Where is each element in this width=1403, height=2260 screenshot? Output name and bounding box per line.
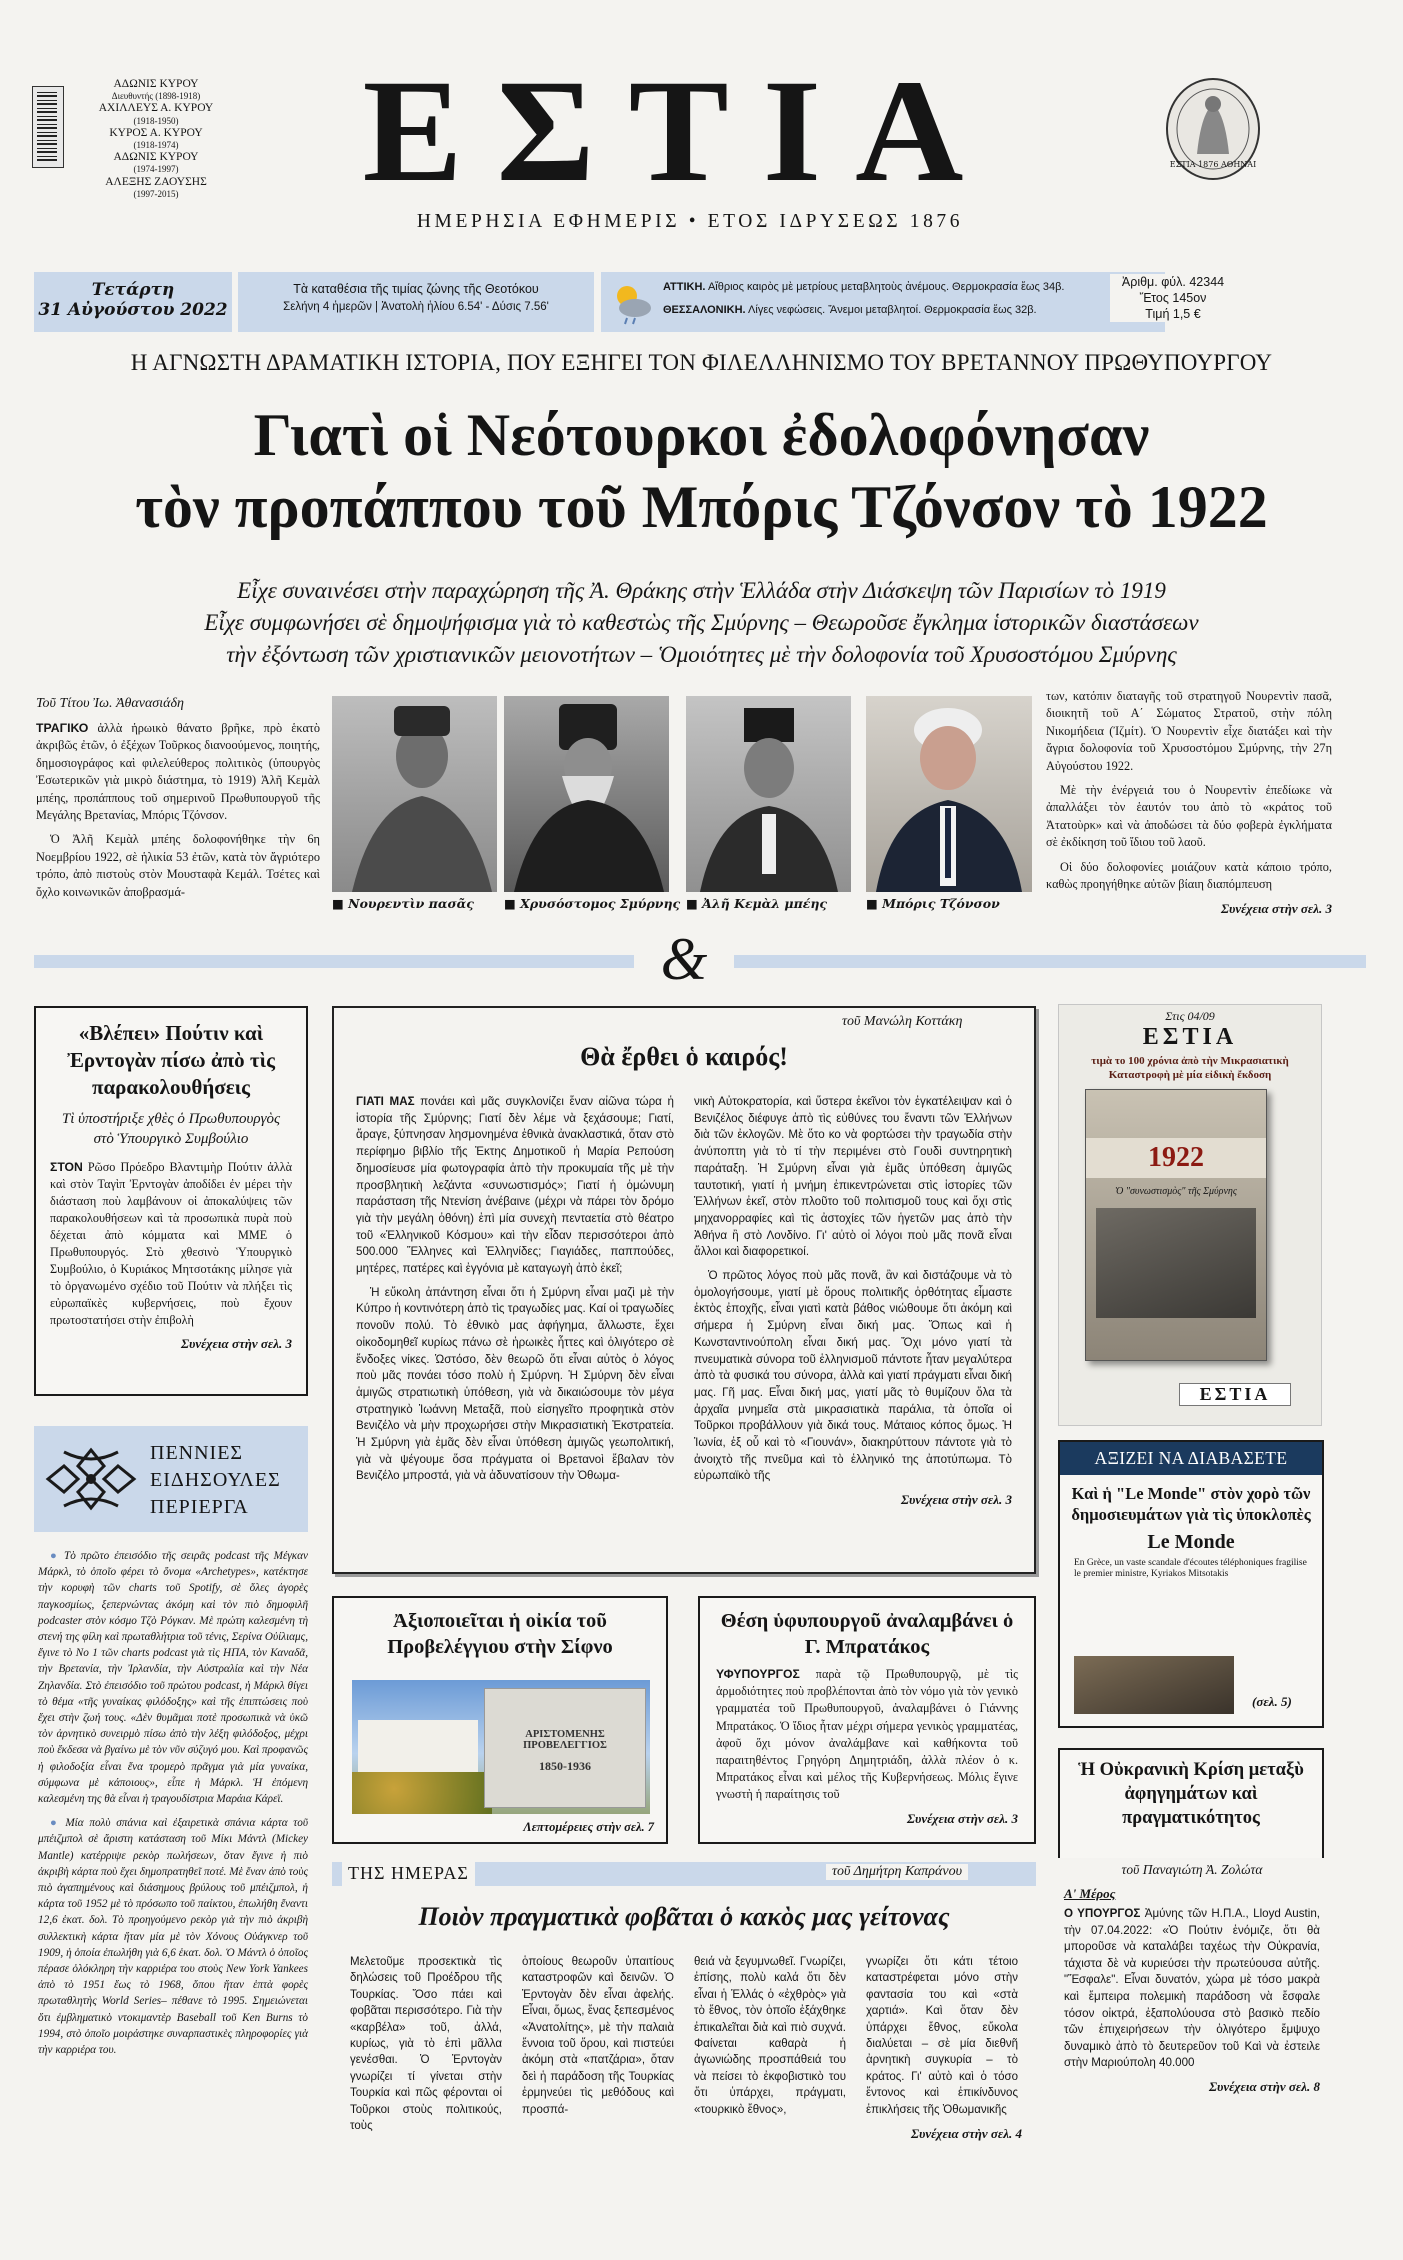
founders-box bbox=[32, 86, 64, 168]
lead-byline: Τοῦ Τίτου Ἰω. Ἀθανασιάδη bbox=[36, 696, 184, 711]
putin-subtitle: Τὶ ὑποστήριξε χθὲς ὁ Πρωθυπουργὸς στὸ Ὑπουργικὸ Συμβούλιο bbox=[61, 1111, 281, 1147]
sifnos-plaque bbox=[484, 1688, 646, 1808]
le-monde-clip: En Grèce, un vaste scandale d'écoutes téléphoniques fragilise le premier ministre, Kyriakos Mitsotakis bbox=[1074, 1558, 1307, 1579]
deputy-body bbox=[716, 1666, 1018, 1804]
lead-left-p1: ἀλλὰ ἡρωικὸ θάνατο βρῆκε, πρὸ ἑκατὸ ἀκριβῶς ἐτῶν, ὁ ἐξέχων Τοῦρκος διανοούμενος, ποιητής, δημοσιογράφος καὶ φιλελεύθερος πολιτικὸς (ὑπουργὸς Ἐσωτερικῶν γιὰ μικρὸ διάστημα, τὸ 1919) Ἀλῆ Κεμὰλ μπέης, προπάππους τοῦ σημερινοῦ Πρωθυπουργοῦ τῆς Μεγάλης Βρετανίας, Μπόρις Τζόνσον. bbox=[36, 721, 320, 823]
lead-right-p1: των, κατόπιν διαταγῆς τοῦ στρατηγοῦ Νουρεντὶν πασᾶ, διοικητῆ τοῦ Α΄ Σώματος Στρατοῦ, στὴν πόλη Νικομήδεια (Ἰζμίτ). Ὁ Νουρεντὶν εἶχε διατάξει καὶ τὴν ἄγρια δολοφονία τοῦ Χρυσοστόμου Σμύρνης, τὴν 27η Αὐγούστου 1922. bbox=[1046, 689, 1332, 773]
promo-date: Στις 04/09 bbox=[1165, 1009, 1215, 1023]
book-subtitle: Ὁ "συνωστισμὸς" τῆς Σμύρνης bbox=[1115, 1186, 1237, 1197]
kairos-title: Θὰ ἔρθει ὁ καιρός! bbox=[580, 1042, 788, 1071]
putin-body bbox=[50, 1159, 292, 1329]
masthead bbox=[0, 0, 1403, 270]
lead-deck-1: Εἶχε συναινέσει στὴν παραχώρηση τῆς Ἀ. Θράκης στὴν Ἑλλάδα στὴν Διάσκεψη τῶν Παρισίων τὸ 1919 bbox=[237, 578, 1166, 603]
tis-imeras-continued[interactable]: Συνέχεια στὴν σελ. 4 bbox=[911, 2126, 1022, 2141]
le-monde-photo bbox=[1074, 1656, 1234, 1714]
deputy-dropword: ΥΦΥΠΟΥΡΓΟΣ bbox=[716, 1667, 800, 1681]
plaque-name: ΑΡΙΣΤΟΜΕΝΗΣ ΠΡΟΒΕΛΕΓΓΙΟΣ bbox=[523, 1729, 607, 1751]
feast-text: Τὰ καταθέσια τῆς τιμίας ζώνης τῆς Θεοτόκου bbox=[293, 282, 539, 296]
kairos-c2b: Ὁ πρῶτος λόγος ποὺ μᾶς πονᾶ, ἂν καὶ διστάζουμε νὰ τὸ ὁμολογήσουμε, γιατί μὲ ὅρους πολιτικῆς ὀρθότητας εἶμαστε ἐκτὸς ἐποχῆς, εἶναι γιατὶ κατὰ βάθος νιώθουμε ὅτι ἀκόμη καὶ σήμερα ἡ Σμύρνη εἶναι δική μας. Ὅπως καὶ ἡ Κωνσταντινούπολη εἶναι δική μας. Ὄχι μόνο γιατί τὰ πνευματικὰ σύνορα τοῦ ἑλληνισμοῦ πάντοτε ἦταν μεγαλύτερα ἀπὸ τὰ φυσικά του σύνορα, ἀλλὰ καὶ γιατί πράγματι εἶναι δική μας. Γῆ μας. Εἶναι δική μας, γιατί μᾶς τὸ θυμίζουν ὅλα τὰ ἀρχαῖα μνημεῖα στὰ μικρασιατικὰ παράλια, τὰ ὁποῖα οἱ Τοῦρκοι προβάλλουν γιὰ δικά τους. Μάταιος κόπος ὅμως. Ἡ Ἰωνία, ἐξ οὗ καὶ τὸ «Γιουνάν», διακηρύττουν πάντοτε γιὰ τὸ ἀνοιχτὸ τῆς πνεῦμα καὶ τὸ ἑλληνικό της ἀποτύπωμα. Τὸ εὐρωπαϊκὸ τῆς bbox=[694, 1269, 1012, 1483]
lead-deck-2: Εἶχε συμφωνήσει σὲ δημοψήφισμα γιὰ τὸ καθεστὼς τῆς Σμύρνης – Θεωροῦσε ἔγκλημα ἱστορικῶν διαστάσεων bbox=[204, 610, 1199, 635]
lead-right-p2: Μὲ τὴν ἐνέργειά του ὁ Νουρεντὶν ἐπεδίωκε νὰ ἀπαλλάξει τὸν ἑαυτόν του ἀπὸ τὸ «κράτος τοῦ Ἀτατοὺρκ» καὶ νὰ ἀποδώσει τὰ δύο φοβερὰ ἐγκλήματα σὲ ἐκδίκηση τοῦ ἴδιου τοῦ λαοῦ. bbox=[1046, 783, 1332, 850]
caption-ali-kemal: ■ Ἀλῆ Κεμὰλ μπέης bbox=[686, 896, 864, 911]
lead-kicker: Η ΑΓΝΩΣΤΗ ΔΡΑΜΑΤΙΚΗ ΙΣΤΟΡΙΑ, ΠΟΥ ΕΞΗΓΕΙ ΤΟΝ ΦΙΛΕΛΛΗΝΙΣΜΟ ΤΟΥ ΒΡΕΤΑΝΝΟΥ ΠΡΩΘΥΠΟΥΡΓΟΥ bbox=[130, 350, 1273, 375]
photo-boris-johnson bbox=[866, 696, 1032, 892]
pennies-title bbox=[150, 1440, 281, 1521]
promo-headline: τιμὰ το 100 χρόνια ἀπὸ τὴν Μικρασιατικὴ Καταστροφὴ μὲ μία εἰδικὴ ἔκδοση bbox=[1091, 1055, 1289, 1081]
ukraine-part: Α' Μέρος bbox=[1064, 1886, 1116, 1901]
book-cover-image bbox=[1096, 1208, 1256, 1318]
pennies-item-2: Μία πολὺ σπάνια καὶ ἐξαιρετικὰ σπάνια κάρτα τοῦ μπέιζμπολ σὲ ἄριστη κατάσταση τοῦ Μίκι Μάντλ (Mickey Mantle) κατέρριψε ρεκὸρ πωλήσεων, ὅταν ἔγινε ἡ πιὸ ἀκριβὴ κάρτα ποὺ ἔχει δημοπρατηθεῖ ποτέ. Μὲ ἕναν ἀπὸ τοὺς πιὸ ἀγαπημένους καὶ διάσημους βρύλους τοῦ μπέιζμπολ, ἡ κάρτα τοῦ 1952 μὲ τὸ πρόσωπο τοῦ παίκτου, ἐπωλήθη ἔναντι 12,6 ἑκατ. δολ. Τὸ προηγούμενο ρεκὸρ γιὰ τὴν πιὸ ἀκριβὴ συλλεκτικὴ κάρτα ἤταν μία μὲ τὸν Χόνους Οὐάγκνερ τοῦ 1909, ἡ ὁποία ἐπωλήθη γιὰ 6,6 ἑκατ. δολ. Ὁ Μάντλ ὁ ὁποῖος πέρασε ὁλόκληρη τὴν καρριέρα του στοὺς New York Yankees ἀπὸ τὸ 1951 ἕως τὸ 1968, ὅπου ἤταν ἑπτὰ φορὲς πρωταθλητὴς World Series– πέθανε τὸ 1995. Σημειώνεται ὅτι ἐμβληματικὸ ντοκιμαντὲρ Baseball τοῦ Ken Burns τὸ 1994, στὸ ὁποῖο μοιράστηκε συναρπαστικὲς πληροφορίες γιὰ τὴν καρριέρα του. bbox=[38, 1817, 308, 2057]
tis-imeras-col-4: γνωρίζει ὅτι κάτι τέτοιο καταστρέφεται μόνο στὴν φαντασία του καὶ «στὰ χαρτιά». Καὶ ὅταν δὲν ὑπάρχει ἔθνος, εὔκολα διαλύεται – σὲ μία διεθνῆ ἀρνητικὴ συγκυρία – τὸ κράτος. Γι' αὐτὸ καὶ ὁ τόσο ἔντονος καὶ ἐπικίνδυνος ἐπικλήσεις τῆς Ὀθωμανικῆς bbox=[866, 1956, 1018, 2116]
ornament-icon bbox=[44, 1446, 138, 1512]
lead-left-column bbox=[36, 720, 320, 908]
founder-role: (1918-1974) bbox=[133, 140, 179, 151]
kairos-c1: πονάει καὶ μᾶς συγκλονίζει ἕναν αἰῶνα τώρα ἡ ἱστορία τῆς Σμύρνης; Γιατί δὲν λέμε νὰ ξεχάσουμε; Γιατί, ἄραγε, ξύπνησαν λησμονημένα ἐθνικὰ ἀνακλαστικά, ὅταν στὸ περίφημο βιβλίο τῆς Ἐκτης Δημοτικοῦ ἡ Μαρία Ρεπούση δημοσίευσε μία φωτογραφία ἀπὸ τὴν προκυμαία τῆς μὲ τὴν προσβλητικὴ λεζάντα «συνωστισμός»; Γιατί ἡ ὁμώνυμη παράσταση τῆς Ντενίση ἀνέβαινε (μέχρι νὰ πάρει τὸν δρόμο γιὰ τὴν μεγάλη ὀθόνη) ἐπὶ μία συνεχὴ πενταετία στὸ θέατρο τοῦ «Ἑλληνικοῦ Κόσμου» καὶ τὴν εἶδαν περισσότεροι ἀπὸ 500.000 Ἕλληνες καὶ Ἑλληνίδες; Γιαγιάδες, παππούδες, μητέρες, πατέρες καὶ ἐγγόνια μὲ καταγωγὴ ἀπὸ ἐκεῖ; bbox=[356, 1095, 674, 1276]
founder-name: ΑΔΩΝΙΣ ΚΥΡΟΥ bbox=[113, 151, 199, 164]
putin-dropword: ΣΤΟΝ bbox=[50, 1160, 83, 1174]
issue-price: Τιμή 1,5 € bbox=[1145, 307, 1201, 321]
pennies-body bbox=[38, 1548, 308, 2058]
barcode-icon bbox=[37, 91, 57, 161]
masthead-tagline: ΗΜΕΡΗΣΙΑ ΕΦΗΜΕΡΙΣ • ΕΤΟΣ ΙΔΡΥΣΕΩΣ 1876 bbox=[416, 211, 964, 232]
plaque-years: 1850-1936 bbox=[539, 1759, 591, 1773]
pennies-item-1: Τὸ πρῶτο ἐπεισόδιο τῆς σειρᾶς podcast τῆς Μέγκαν Μάρκλ, τὸ ὁποῖο φέρει τὸ ὄνομα «Archetypes», κατέκτησε τὴν κορυφὴ τῶν charts τοῦ Spotify, σὲ ὅλες ἀγορὲς παγκοσμίως, ξεπερνώντας ἀκόμη καὶ τὸν πιὸ δημοφιλῆ podcaster στὸν κόσμο Τζὸ Ρόγκαν. Μὲ πρώτη καλεσμένη τὴ στενή της φίλη καὶ πρωταθλήτρια τοῦ τένις, Σερίνα Οὐίλιαμς, ἔγινε τὸ Νο 1 τῶν charts podcast γιὰ τὶς ΗΠΑ, τὸν Καναδᾶ, τὴν Βρετανία, τὴν Ἰρλανδία, τὴν Αὐστραλία καὶ τὴν Νέα Ζηλανδία. Στὸ ἐπεισόδιο τοῦ πρώτου podcast, ἡ Μάρκλ θίγει τὸ θέμα «τῆς γυναίκας φιλόδοξης» καὶ τῆς ἐπιπτώσεις ποὺ ἔχει στὴν ζωή τους. «Δὲν θυμᾶμαι ποτὲ προσωπικὰ νὰ ὑκῶ τὸν ἀρνητικὸ συνειρμὸ πίσω ἀπὸ τὴν λέξη φιλόδοξος, μέχρι ποὺ ἔκδεσα νὰ βγαίνω μὲ τὸν νῦν σύζυγό μου. Καὶ προφανῶς ἡ φιλοδοξία εἶναι ἕνα τρομερὸ πρᾶγμα γιὰ μία γυναίκα, σύμφωνα μὲ κάποιους», εἶπε ἡ Μάρκλ. Ἡ ἐπόμενη καλεσμένη της θὰ εἶναι ἡ τραγουδίστρια Μαράια Κάρεϊ. bbox=[38, 1550, 308, 1806]
founder-role: Διευθυντής (1898-1918) bbox=[111, 91, 201, 102]
kairos-col-1 bbox=[356, 1094, 674, 1492]
axizei-article bbox=[1058, 1440, 1324, 1728]
sifnos-house bbox=[358, 1720, 478, 1780]
lead-dropword: ΤΡΑΓΙΚΟ bbox=[36, 721, 89, 735]
kairos-continued[interactable]: Συνέχεια στὴν σελ. 3 bbox=[901, 1492, 1012, 1508]
deputy-continued[interactable]: Συνέχεια στὴν σελ. 3 bbox=[907, 1810, 1018, 1826]
kairos-byline: τοῦ Μανώλη Κοττάκη bbox=[842, 1014, 963, 1029]
weather-attiki-text: Αἴθριος καιρὸς μὲ μετρίους μεταβλητοὺς ἀνέμους. Θερμοκρασία ἕως 34β. bbox=[707, 281, 1065, 293]
ukraine-byline: τοῦ Παναγιώτη Ἀ. Ζολώτα bbox=[1121, 1862, 1263, 1877]
weather-icon bbox=[607, 278, 655, 326]
tis-imeras-title: Ποιὸν πραγματικὰ φοβᾶται ὁ κακὸς μας γείτονας bbox=[418, 1902, 950, 1931]
sun-moon-text: Σελήνη 4 ἡμερῶν | Ἀνατολὴ ἡλίου 6.54' - Δύσις 7.56' bbox=[283, 301, 549, 313]
seal-emblem bbox=[1163, 74, 1263, 184]
putin-continued[interactable]: Συνέχεια στὴν σελ. 3 bbox=[181, 1336, 292, 1351]
sifnos-bushes bbox=[352, 1772, 492, 1814]
deputy-title: Θέση ὑφυπουργοῦ ἀναλαμβάνει ὁ Γ. Μπρατάκος bbox=[720, 1610, 1014, 1658]
founder-name: ΑΧΙΛΛΕΥΣ Α. ΚΥΡΟΥ bbox=[98, 102, 214, 115]
photo-ali-kemal bbox=[686, 696, 851, 892]
promo-book-logo: ΕΣΤΙΑ bbox=[1179, 1383, 1291, 1406]
founder-name: ΑΛΕΞΗΣ ΖΑΟΥΣΗΣ bbox=[105, 175, 207, 188]
axizei-header: ΑΞΙΖΕΙ ΝΑ ΔΙΑΒΑΣΕΤΕ bbox=[1060, 1442, 1322, 1475]
ukraine-text: Ἀμύνης τῶν Η.Π.Α., Lloyd Austin, τὴν 07.04.2022: «Ὁ Πούτιν ἐνόμιζε, ὅτι θὰ μποροῦσε νὰ καταλάβει ταχέως τὴν Οὐκρανία, τάχιστα δὲ νὰ κυριεύσει τὴν πρωτεύουσα αὐτῆς. "Ἔσφαλε". Εἶναι δυνατόν, χώρα μὲ τόσο μακρὰ καὶ ἔμπειρα πολεμικὴ παράδοση νὰ ἔσφαλε τόσον οἰκτρά, ἐξαπολύουσα στὸ βασικὸ πεδίο τῶν ἐπιχειρήσεων τὴν ὀλιγότερο ἔμψυχο δυναμικὸ ἀπὸ τὸ δευτερεῦον τοῦ Καὶ νὰ ἐστειλε στὴν Μαριούπολη 40.000 bbox=[1064, 1907, 1320, 2070]
ukraine-body bbox=[1064, 1906, 1320, 2072]
deputy-article bbox=[698, 1596, 1036, 1844]
kairos-article bbox=[332, 1006, 1036, 1574]
issue-date: 31 Αὐγούστου 2022 bbox=[38, 300, 228, 320]
founder-name: ΚΥΡΟΣ Α. ΚΥΡΟΥ bbox=[109, 126, 203, 139]
kairos-col-2 bbox=[694, 1094, 1012, 1509]
lead-headline-1: Γιατὶ οἱ Νεότουρκοι ἐδολοφόνησαν bbox=[253, 402, 1150, 468]
weather-box bbox=[601, 272, 1165, 332]
weekday: Τετάρτη bbox=[91, 280, 175, 300]
lead-photos bbox=[332, 696, 1032, 916]
putin-title: «Βλέπει» Πούτιν καὶ Ἐρντογὰν πίσω ἀπὸ τὶς παρακολουθήσεις bbox=[67, 1021, 275, 1099]
ukraine-title: Ἡ Οὐκρανικὴ Κρίση μεταξὺ ἀφηγημάτων καὶ πραγματικότητος bbox=[1078, 1760, 1304, 1828]
founder-role: (1918-1950) bbox=[133, 115, 179, 126]
weather-thessaloniki bbox=[663, 304, 1163, 316]
putin-text: Ρῶσο Πρόεδρο Βλαντιμὴρ Πούτιν ἀλλὰ καὶ στὸν Ταγὶπ Ἐρντογὰν ἀποδίδει ἐν μέρει τὴν διάσταση ποὺ λαμβάνουν οἱ ἀποκαλύψεις τῶν παρακολουθήσεων καὶ τὰ προσωπικὰ πυρὰ ποὺ δέχεται ἀπὸ κόμματα καὶ ΜΜΕ ὁ Πρωθυπουργός. Στὸ χθεσινὸ Ὑπουργικὸ Συμβούλιο, ὁ Κυριάκος Μητσοτάκης μίλησε γιὰ τὸ ὀργανωμένο σχέδιο τοῦ Πούτιν νὰ πλήξει τὶς εὐρωπαϊκὲς κυβερνήσεις, ποὺ ἔχουν πρωτοστατήσει στὴν ἐπιβολὴ bbox=[50, 1160, 292, 1327]
feast-box bbox=[238, 272, 594, 332]
weather-attiki bbox=[663, 281, 1163, 293]
weather-attiki-label: ΑΤΤΙΚΗ. bbox=[663, 281, 706, 293]
separator-bar-left bbox=[34, 955, 634, 968]
issue-box bbox=[1110, 274, 1236, 322]
founders-list bbox=[66, 78, 246, 200]
lead-right-p3: Οἱ δύο δολοφονίες μοιάζουν κατὰ κάποιο τρόπο, καθὼς προηγήθηκε αὐτῶν βίαιη διαπόμπευση bbox=[1046, 859, 1332, 892]
axizei-title: Καὶ ἡ "Le Monde" στὸν χορὸ τῶν δημοσιευμάτων γιὰ τὶς ὑποκλοπὲς bbox=[1071, 1484, 1311, 1524]
lead-deck-3: τὴν ἐξόντωση τῶν χριστιανικῶν μειονοτήτων – Ὁμοιότητες μὲ τὴν δολοφονία τοῦ Χρυσοστόμου Σμύρνης bbox=[226, 642, 1177, 667]
bullet-icon: ● bbox=[50, 1817, 60, 1830]
issue-number: Ἀριθμ. φύλ. 42344 bbox=[1121, 275, 1225, 289]
tis-imeras-col-2: ὁποίους θεωροῦν ὑπαιτίους καταστροφῶν καὶ δεινῶν. Ὁ Ἐρντογὰν δὲν εἶναι ἀφελής. Εἶναι, ὅμως, ἕνας ξεπεσμένος «Ἀνατολίτης», μὲ τὴν παλαιὰ ἔννοια τοῦ ὅρου, καὶ πιστεύει ἀκόμη στὰ «πατζάρια», ὅταν δεὶ ἡ παράδοση τῆς Τουρκίας ἐρμηνεύει τὶς μεθόδους καὶ προσπά- bbox=[522, 1956, 674, 2116]
photo-chrysostomos bbox=[504, 696, 669, 892]
founder-role: (1997-2015) bbox=[133, 188, 179, 199]
photo-nourentin bbox=[332, 696, 497, 892]
issue-year: Ἔτος 145ον bbox=[1139, 291, 1207, 305]
separator-bar-right bbox=[734, 955, 1366, 968]
promo-box bbox=[1058, 1004, 1322, 1426]
newspaper-logo: ΕΣΤΙΑ bbox=[362, 49, 998, 213]
kairos-dropword: ΓΙΑΤΙ ΜΑΣ bbox=[356, 1095, 415, 1108]
pennies-header bbox=[34, 1426, 308, 1532]
bullet-icon: ● bbox=[50, 1550, 59, 1562]
ukraine-dropword: Ο ΥΠΟΥΡΓΟΣ bbox=[1064, 1907, 1141, 1920]
caption-chrysostomos: ■ Χρυσόστομος Σμύρνης bbox=[504, 896, 682, 911]
sifnos-caption[interactable]: Λεπτομέρειες στὴν σελ. 7 bbox=[523, 1820, 654, 1834]
date-box bbox=[34, 272, 232, 332]
pennies-title-3: ΠΕΡΙΕΡΓΑ bbox=[150, 1496, 249, 1518]
lead-headline-2: τὸν προπάππου τοῦ Μπόρις Τζόνσον τὸ 1922 bbox=[135, 474, 1268, 540]
caption-nourentin: ■ Νουρεντὶν πασᾶς bbox=[332, 896, 502, 911]
promo-logo: ΕΣΤΙΑ bbox=[1142, 1024, 1238, 1050]
kairos-c1b: Ἡ εὔκολη ἀπάντηση εἶναι ὅτι ἡ Σμύρνη εἶναι μαζὶ μὲ τὴν Κύπρο ἡ κοντινότερη ἀπὸ τὶς τραγωδίες μας. Καί οἱ τραγωδίες πονοῦν πολύ. Τὸ ἐθνικὸ μας ἀφήγημα, ἄλλωστε, ἔχει οἰκοδομηθεῖ κυρίως πάνω σὲ ἡρωικὲς ἧττες καὶ ὀλιγότερο σὲ ἔνδοξες νίκες. Ὡστόσο, δὲν θεωρῶ ὅτι εἶναι αὐτὸς ὁ λόγος ποὺ μᾶς πονάει τόσο πολὺ ἡ Σμύρνη. Ἡ Σμύρνη δὲν εἶναι ἁμιγῶς στρατιωτικὴ ὑπόθεση, γιὰ νὰ δικαιώσουμε τὸν μέγα στρατηγικὸ Ἰωάννη Μεταξᾶ, ποὺ εἰσηγεῖτο προφητικὰ στὸν Βενιζέλο νὰ μὴν προχωρήσει στὴν Μικρασιατικὴ Ἐκστρατεία. Ἡ Σμύρνη γιὰ ἐμᾶς δὲν εἶναι ὑπόθεση ἁμιγῶς γεωπολιτική, γιὰ νὰ ψέγουμε ὅσα πράγματα οἱ Βρετανοὶ ἔβαλαν τὸν Βενιζέλο μπροστά, γιὰ νὰ ἀδυνατίσουν τὴν Ὀθωμα- bbox=[356, 1285, 674, 1483]
putin-article bbox=[34, 1006, 308, 1396]
tis-imeras-article bbox=[332, 1862, 1036, 2192]
founder-role: (1974-1997) bbox=[133, 164, 179, 175]
lead-left-p2: Ὁ Ἀλῆ Κεμὰλ μπέης δολοφονήθηκε τὴν 6η Νοεμβρίου 1922, σὲ ἡλικία 53 ἐτῶν, κατὰ τὸν ἄγριότερο τρόπο, ἀπὸ πιστοὺς στὸν Μουσταφὰ Κεμάλ. Τσέτες καὶ ὄχλο κοινωνικῶν ἀποβρασμά- bbox=[36, 832, 320, 899]
tis-imeras-label: ΤΗΣ ΗΜΕΡΑΣ bbox=[342, 1860, 475, 1886]
kairos-c2: νικὴ Αὐτοκρατορία, καὶ ὕστερα ἐκεῖνοι τὸν ἐγκατέλειψαν καὶ ὁ Βενιζέλος διέφυγε ἀπὸ τὶς εὐθύνες του ἔναντι τῶν Ἑλλήνων διὰ τῶν ἐκλογῶν. Μὲ ὅτο κο νὰ φορτώσει τὴν τραγωδία στὴν ἀνύποπτη γιὰ τὸ τί τὴν περιμένει στὸ Γουδὶ συντηρητικὴ παράταξη. Ἡ Σμύρνη εἶναι γιὰ ἐμᾶς ὑπόθεση ἁμιγῶς ταυτοτική, γιατί ἡ μνήμη ἐπικεντρώνεται στὶς ἱστορίες τῶν Ἑλλήνων ἐκεῖ, στὸν πλοῦτο τοῦ πολιτισμοῦ τους καὶ ὄχι στὶς μηχανορραφίες καὶ τὶς ἀστοχίες τῶν ἡγετῶν μας ἀπὸ τὴν Ἀθήνα ἢ στὸ Λονδίνο. Γι' αὐτὸ οἱ λόγοι ποὺ μᾶς πονᾶ εἶναι ἄλλοι καὶ διαφορετικοί. bbox=[694, 1095, 1012, 1259]
ukraine-article-box bbox=[1058, 1748, 1324, 1858]
axizei-page-ref: (σελ. 5) bbox=[1252, 1694, 1292, 1709]
pennies-title-2: ΕΙΔΗΣΟΥΛΕΣ bbox=[150, 1469, 281, 1491]
pennies-title-1: ΠΕΝΝΙΕΣ bbox=[150, 1442, 244, 1464]
caption-boris-johnson: ■ Μπόρις Τζόνσον bbox=[866, 896, 1036, 911]
weather-thess-label: ΘΕΣΣΑΛΟΝΙΚΗ. bbox=[663, 304, 746, 316]
sifnos-article bbox=[332, 1596, 668, 1844]
ukraine-body-wrap bbox=[1064, 1862, 1320, 2095]
lead-continued[interactable]: Συνέχεια στὴν σελ. 3 bbox=[1221, 901, 1332, 917]
tis-imeras-col-3: θειά νὰ ξεγυμνωθεῖ. Γνωρίζει, ἐπίσης, πολὺ καλά ὅτι δὲν εἶναι ἡ Ἑλλάς ὁ «ἐχθρὸς» γιὰ τὸ ἔθνος, τὸν ὁποῖο ἐξάχθηκε ἐπικαλεῖται διὰ καὶ πιὸ συχνά. Φαίνεται καθαρὰ ἡ ἀγωνιώδης προσπάθειά του νὰ πείσει τὸ ἐκφοβιστικὸ του ὅτι ὑπάρχει, πράγματι, «τουρκικὸ ἔθνος», bbox=[694, 1956, 846, 2116]
lead-right-column bbox=[1046, 688, 1332, 918]
weather-thess-text: Λίγες νεφώσεις. Ἄνεμοι μεταβλητοί. Θερμοκρασία ἕως 32β. bbox=[748, 304, 1037, 316]
seal-text: ΕΣΤΙΑ 1876 ΑΘΗΝΑΙ bbox=[1169, 160, 1257, 169]
book-year: 1922 bbox=[1086, 1138, 1266, 1178]
le-monde-masthead: Le Monde bbox=[1147, 1531, 1235, 1553]
separator-ampersand: & bbox=[660, 926, 708, 992]
promo-book bbox=[1085, 1089, 1267, 1361]
founder-name: ΑΔΩΝΙΣ ΚΥΡΟΥ bbox=[113, 78, 199, 90]
ukraine-continued[interactable]: Συνέχεια στὴν σελ. 8 bbox=[1209, 2078, 1320, 2094]
tis-imeras-byline: τοῦ Δημήτρη Καπράνου bbox=[826, 1864, 968, 1880]
sifnos-photo bbox=[352, 1680, 650, 1814]
sifnos-title: Ἀξιοποιεῖται ἡ οἰκία τοῦ Προβελέγγιου στὴν Σίφνο bbox=[387, 1610, 613, 1658]
tis-imeras-col-1: Μελετοῦμε προσεκτικὰ τὶς δηλώσεις τοῦ Προέδρου τῆς Τουρκίας. Ὅσο πάει καὶ φοβᾶται περισσότερο. Γιὰ τὴν «καρβέλα» τοῦ, ἀλλά, κυρίως, γιὰ τὸ ἐπὶ μᾶλλα γενέσθαι. Ὁ Ἐρντογὰν γνωρίζει τί γίνεται στὴν Τουρκία καὶ πῶς φέρονται οἱ Τοῦρκοι στοὺς πολιτικούς, τοὺς bbox=[350, 1956, 502, 2133]
deputy-text: παρὰ τῷ Πρωθυπουργῷ, μὲ τὶς ἁρμοδιότητες ποὺ προβλέπονται ἀπὸ τὸν νόμο γιὰ τὸν γενικὸ γραμματέα τοῦ Πρωθυπουργοῦ, ἀναλαμβάνει ὁ Γιάννης Μπρατάκος. Ὁ ἴδιος ἦταν μέχρι σήμερα γενικὸς γραμματέας, ἀφοῦ ὅχι μόνον ἀναλάμβανε καὶ καθήκοντα τοῦ παραιτηθέντος Γρηγόρη Δημητριάδη, ἀλλὰ πλέον ὁ κ. Μπρατάκος εἶναι καὶ μέλος τῆς Κυβερνήσεως. Μόλις ἔγινε γνωστὴ ἡ παραίτησις τοῦ bbox=[716, 1667, 1018, 1802]
